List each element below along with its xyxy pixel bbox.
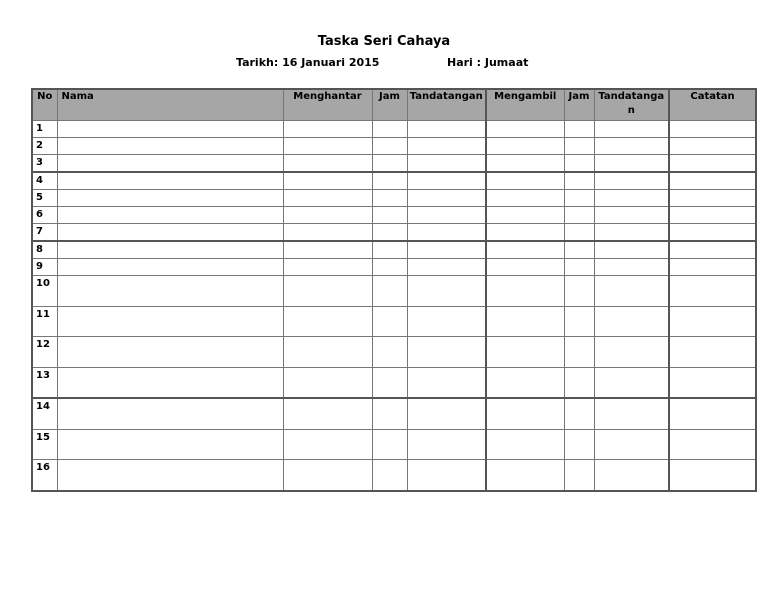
table-cell xyxy=(283,429,372,460)
table-cell xyxy=(594,429,669,460)
table-row xyxy=(32,398,756,429)
table-cell xyxy=(594,367,669,398)
row-number: 3 xyxy=(32,155,57,173)
table-cell xyxy=(57,138,283,155)
table-cell xyxy=(669,241,756,259)
table-cell xyxy=(486,398,564,429)
table-cell xyxy=(57,190,283,207)
table-cell xyxy=(57,429,283,460)
table-cell xyxy=(669,460,756,491)
table-cell xyxy=(594,241,669,259)
column-header-menghantar: Menghantar xyxy=(283,89,372,121)
table-cell xyxy=(594,190,669,207)
table-cell xyxy=(283,276,372,307)
table-row xyxy=(32,190,756,207)
table-cell xyxy=(486,190,564,207)
table-cell xyxy=(372,337,407,368)
header-row xyxy=(32,89,756,121)
table-cell xyxy=(407,241,486,259)
table-cell xyxy=(57,241,283,259)
table-cell xyxy=(564,306,594,337)
table-cell xyxy=(372,155,407,173)
table-cell xyxy=(669,429,756,460)
table-cell xyxy=(564,121,594,138)
row-number: 10 xyxy=(32,276,57,307)
table-cell xyxy=(594,172,669,190)
column-header-nama: Nama xyxy=(57,89,283,121)
table-cell xyxy=(486,172,564,190)
table-cell xyxy=(594,398,669,429)
row-number: 14 xyxy=(32,398,57,429)
table-cell xyxy=(407,121,486,138)
table-cell xyxy=(594,207,669,224)
row-number: 1 xyxy=(32,121,57,138)
row-number: 13 xyxy=(32,367,57,398)
table-cell xyxy=(486,460,564,491)
table-cell xyxy=(594,276,669,307)
table-row xyxy=(32,367,756,398)
table-cell xyxy=(669,138,756,155)
table-cell xyxy=(407,429,486,460)
table-cell xyxy=(57,155,283,173)
row-number: 12 xyxy=(32,337,57,368)
table-row xyxy=(32,121,756,138)
table-cell xyxy=(486,155,564,173)
table-cell xyxy=(372,207,407,224)
table-row xyxy=(32,337,756,368)
table-row xyxy=(32,155,756,173)
table-cell xyxy=(57,306,283,337)
table-cell xyxy=(594,259,669,276)
table-cell xyxy=(57,460,283,491)
table-cell xyxy=(283,259,372,276)
column-header-jam-hantar: Jam xyxy=(372,89,407,121)
table-cell xyxy=(594,155,669,173)
table-cell xyxy=(283,121,372,138)
table-cell xyxy=(564,224,594,242)
table-cell xyxy=(564,429,594,460)
table-cell xyxy=(564,367,594,398)
table-cell xyxy=(372,429,407,460)
row-number: 15 xyxy=(32,429,57,460)
table-cell xyxy=(564,190,594,207)
row-number: 9 xyxy=(32,259,57,276)
table-cell xyxy=(669,121,756,138)
table-cell xyxy=(407,367,486,398)
table-cell xyxy=(669,207,756,224)
table-row xyxy=(32,241,756,259)
date-label: Tarikh: 16 Januari 2015 xyxy=(236,56,380,69)
table-cell xyxy=(57,337,283,368)
table-cell xyxy=(669,224,756,242)
table-cell xyxy=(669,398,756,429)
table-cell xyxy=(283,155,372,173)
table-cell xyxy=(283,224,372,242)
table-cell xyxy=(407,460,486,491)
table-cell xyxy=(564,172,594,190)
table-cell xyxy=(57,224,283,242)
table-cell xyxy=(669,172,756,190)
column-header-catatan: Catatan xyxy=(669,89,756,121)
column-header-tandatangan-hantar: Tandatangan xyxy=(407,89,486,121)
table-cell xyxy=(57,398,283,429)
column-header-mengambil: Mengambil xyxy=(486,89,564,121)
table-cell xyxy=(594,460,669,491)
row-number: 7 xyxy=(32,224,57,242)
table-cell xyxy=(283,138,372,155)
row-number: 5 xyxy=(32,190,57,207)
table-cell xyxy=(283,398,372,429)
table-cell xyxy=(669,367,756,398)
table-cell xyxy=(486,259,564,276)
table-cell xyxy=(372,276,407,307)
table-cell xyxy=(407,138,486,155)
table-cell xyxy=(669,306,756,337)
table-cell xyxy=(564,207,594,224)
table-cell xyxy=(564,241,594,259)
table-cell xyxy=(372,259,407,276)
table-cell xyxy=(486,121,564,138)
row-number: 2 xyxy=(32,138,57,155)
table-cell xyxy=(57,207,283,224)
table-cell xyxy=(564,259,594,276)
table-cell xyxy=(669,337,756,368)
table-cell xyxy=(564,398,594,429)
table-cell xyxy=(372,172,407,190)
table-cell xyxy=(407,276,486,307)
table-cell xyxy=(669,276,756,307)
table-cell xyxy=(57,172,283,190)
row-number: 4 xyxy=(32,172,57,190)
table-cell xyxy=(486,429,564,460)
table-cell xyxy=(564,138,594,155)
table-row xyxy=(32,276,756,307)
table-cell xyxy=(372,224,407,242)
table-cell xyxy=(283,337,372,368)
table-cell xyxy=(283,306,372,337)
table-cell xyxy=(372,460,407,491)
table-row xyxy=(32,306,756,337)
table-cell xyxy=(407,190,486,207)
table-row xyxy=(32,207,756,224)
table-cell xyxy=(407,259,486,276)
table-cell xyxy=(372,121,407,138)
table-cell xyxy=(57,121,283,138)
table-row xyxy=(32,429,756,460)
table-cell xyxy=(594,337,669,368)
table-cell xyxy=(57,259,283,276)
table-row xyxy=(32,460,756,491)
table-cell xyxy=(486,306,564,337)
table-cell xyxy=(594,224,669,242)
table-cell xyxy=(372,190,407,207)
table-cell xyxy=(486,207,564,224)
table-cell xyxy=(407,398,486,429)
table-cell xyxy=(564,155,594,173)
table-cell xyxy=(407,306,486,337)
table-cell xyxy=(283,172,372,190)
table-cell xyxy=(486,241,564,259)
column-header-tandatangan-ambil: Tandatangan xyxy=(594,89,669,121)
table-row xyxy=(32,224,756,242)
table-row xyxy=(32,172,756,190)
table-cell xyxy=(486,138,564,155)
row-number: 8 xyxy=(32,241,57,259)
table-cell xyxy=(669,190,756,207)
day-label: Hari : Jumaat xyxy=(447,56,529,69)
table-cell xyxy=(283,190,372,207)
table-cell xyxy=(372,241,407,259)
table-cell xyxy=(57,367,283,398)
table-cell xyxy=(486,367,564,398)
table-cell xyxy=(564,276,594,307)
table-cell xyxy=(407,207,486,224)
table-cell xyxy=(372,306,407,337)
row-number: 11 xyxy=(32,306,57,337)
table-cell xyxy=(594,121,669,138)
table-cell xyxy=(669,155,756,173)
table-cell xyxy=(372,398,407,429)
column-header-no: No xyxy=(32,89,57,121)
table-row xyxy=(32,138,756,155)
table-cell xyxy=(57,276,283,307)
table-cell xyxy=(407,172,486,190)
table-cell xyxy=(407,337,486,368)
row-number: 16 xyxy=(32,460,57,491)
table-cell xyxy=(486,224,564,242)
row-number: 6 xyxy=(32,207,57,224)
table-cell xyxy=(564,337,594,368)
document-title: Taska Seri Cahaya xyxy=(317,34,451,49)
column-header-jam-ambil: Jam xyxy=(564,89,594,121)
table-cell xyxy=(486,337,564,368)
table-cell xyxy=(283,460,372,491)
table-cell xyxy=(283,207,372,224)
table-cell xyxy=(407,155,486,173)
table-cell xyxy=(564,460,594,491)
attendance-table xyxy=(31,88,757,492)
table-cell xyxy=(407,224,486,242)
table-row xyxy=(32,259,756,276)
table-cell xyxy=(372,138,407,155)
table-cell xyxy=(283,241,372,259)
table-cell xyxy=(283,367,372,398)
table-cell xyxy=(372,367,407,398)
table-cell xyxy=(594,306,669,337)
table-cell xyxy=(594,138,669,155)
table-cell xyxy=(669,259,756,276)
table-cell xyxy=(486,276,564,307)
